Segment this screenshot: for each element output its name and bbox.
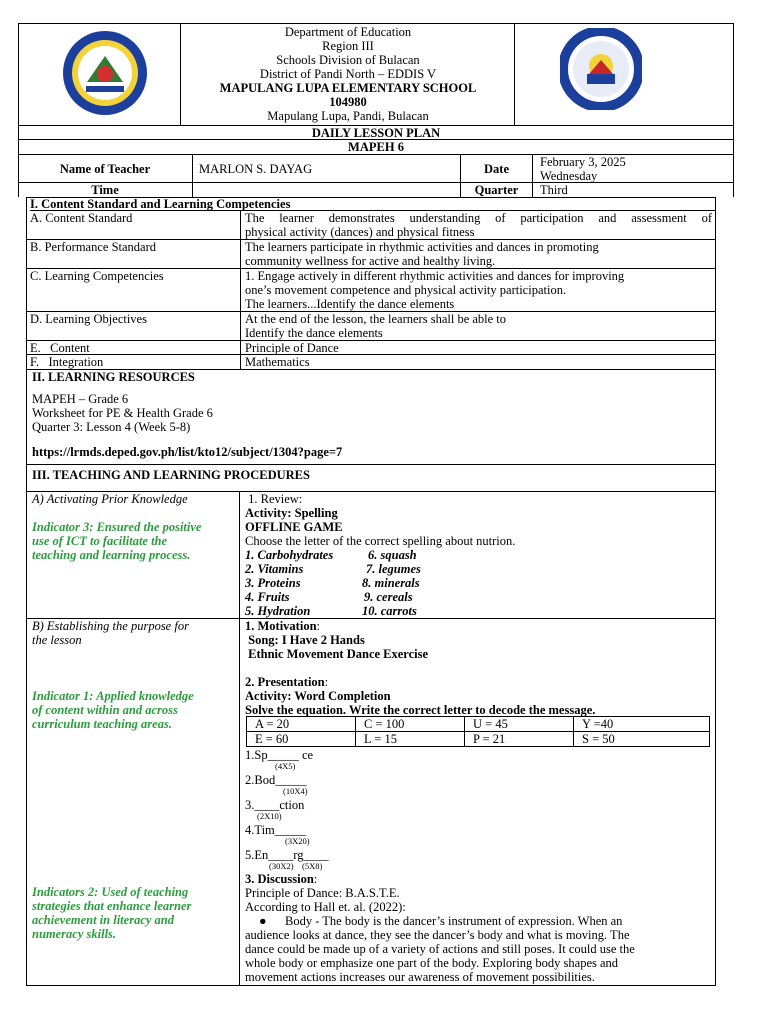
lo-line-2: Identify the dance elements	[245, 326, 383, 340]
spelling-item-4: 4. Fruits	[245, 590, 290, 604]
body-line-1: Body - The body is the dancer’s instrument of expression. When an	[285, 914, 623, 928]
code-cell: P = 21	[465, 732, 574, 747]
spelling-list-left	[245, 548, 365, 618]
offline-game: OFFLINE GAME	[245, 520, 343, 534]
body-line-5: movement actions increases our awareness of movement possibilities.	[245, 970, 595, 984]
indicator2-line-2: strategies that enhance learner	[32, 899, 192, 913]
content-value-cell: Principle of Dance	[241, 341, 716, 355]
resource-item-3: Quarter 3: Lesson 4 (Week 5-8)	[32, 420, 191, 434]
resource-item-2: Worksheet for PE & Health Grade 6	[32, 406, 213, 420]
body-line-2: audience looks at dance, they see the dancer’s body and what is moving. The	[245, 928, 630, 942]
cs-label-cell: A. Content Standard	[26, 211, 241, 240]
resources-list	[32, 392, 712, 434]
puzzle-item	[245, 798, 445, 821]
song-title: Song: I Have 2 Hands	[245, 633, 365, 647]
school-address: Mapulang Lupa, Pandi, Bulacan	[267, 109, 429, 123]
motivation-block: 1. Motivation: Song: I Have 2 Hands Ethnic Movement Dance Exercise	[245, 619, 713, 661]
date-value	[540, 155, 730, 183]
review-label: 1. Review:	[245, 492, 303, 506]
spelling-item-9: 9. cereals	[364, 590, 413, 604]
activating-prior-knowledge-label: A) Activating Prior Knowledge	[32, 492, 188, 506]
code-row	[247, 732, 710, 747]
integration-value-cell: Mathematics	[245, 355, 310, 369]
lc-label-cell: C. Learning Competencies	[26, 269, 241, 312]
indicator2-line-3: achievement in literacy and	[32, 913, 174, 927]
plan-title: DAILY LESSON PLAN	[18, 126, 734, 140]
code-cell: Y =40	[574, 717, 710, 732]
puzzle-word: 3.____ction	[245, 798, 305, 812]
lc-line-3: The learners...Identify the dance elements	[245, 297, 455, 311]
ps-line-2: community wellness for active and healthy living.	[245, 254, 496, 268]
review-block	[245, 492, 713, 548]
puzzle-hint: (4X5)	[275, 761, 296, 771]
spelling-item-8: 8. minerals	[362, 576, 420, 590]
spelling-item-5: 5. Hydration	[245, 604, 311, 618]
ps-content-cell	[241, 240, 716, 269]
puzzle-hint: (2X10)	[257, 811, 282, 821]
plan-subject: MAPEH 6	[18, 140, 734, 155]
school-seal-logo	[62, 30, 148, 116]
principle-of-dance: Principle of Dance: B.A.S.T.E.	[245, 886, 400, 900]
puzzle-hint: (3X20)	[285, 836, 310, 846]
header-line-3: Schools Division of Bulacan	[276, 53, 420, 67]
puzzle-item	[245, 848, 445, 871]
solve-instruction: Solve the equation. Write the correct letter to decode the message.	[245, 703, 596, 717]
spelling-item-3: 3. Proteins	[245, 576, 301, 590]
spelling-item-1: 1. Carbohydrates	[245, 548, 334, 562]
code-cell: A = 20	[247, 717, 356, 732]
header-right-cell	[514, 23, 515, 126]
puzzle-word: 4.Tim_____	[245, 823, 307, 837]
body-line-4: whole body or emphasize one part of the body. Exploring body shapes and	[245, 956, 619, 970]
day-text: Wednesday	[540, 169, 598, 183]
indicator2-line-1: Indicators 2: Used of teaching	[32, 885, 189, 899]
puzzle-word: 1.Sp_____ ce	[245, 748, 314, 762]
code-row	[247, 717, 710, 732]
quarter-value: Third	[540, 183, 568, 197]
establishing-purpose-label	[32, 619, 237, 647]
code-cell: S = 50	[574, 732, 710, 747]
discussion-label: 3. Discussion	[245, 872, 314, 886]
code-cell: C = 100	[356, 717, 465, 732]
presentation-block: 2. Presentation: Activity: Word Completion Solve the equation. Write the correct letter to decode the message.	[245, 675, 713, 717]
puzzle-hint: (30X2) (5X8)	[269, 861, 323, 871]
cs-content-cell	[241, 211, 716, 240]
puzzle-item	[245, 773, 445, 796]
word-puzzles	[245, 748, 445, 871]
date-text: February 3, 2025	[540, 155, 626, 169]
letter-code-table	[246, 716, 710, 747]
resource-link[interactable]: https://lrmds.deped.gov.ph/list/kto12/subject/1304?page=7	[32, 445, 343, 459]
body-line-3: dance could be made up of a variety of actions and still poses. It could use the	[245, 942, 635, 956]
puzzle-word: 5.En____rg____	[245, 848, 329, 862]
header-line-4: District of Pandi North – EDDIS V	[259, 67, 437, 81]
code-cell: U = 45	[465, 717, 574, 732]
teacher-label: Name of Teacher	[18, 155, 193, 183]
indicator1-line-1: Indicator 1: Applied knowledge	[32, 689, 194, 703]
according-citation: According to Hall et. al. (2022):	[245, 900, 406, 914]
cs-line-2: physical activity (dances) and physical fitness	[245, 225, 475, 239]
indicator-2-note	[32, 885, 237, 941]
puzzle-hint: (10X4)	[283, 786, 308, 796]
lc-line-1: 1. Engage actively in different rhythmic activities and dances for improving	[245, 269, 625, 283]
indicator1-line-2: of content within and across	[32, 703, 178, 717]
school-id: 104980	[329, 95, 367, 109]
bullet-icon: ●	[259, 914, 267, 928]
indicator-3-note	[32, 520, 237, 562]
section2-heading: II. LEARNING RESOURCES	[32, 370, 195, 384]
indicator1-line-3: curriculum teaching areas.	[32, 717, 172, 731]
spelling-list-right	[362, 548, 482, 618]
body-description	[245, 914, 713, 984]
header-text	[182, 25, 514, 123]
content-label-cell: E. Content	[26, 341, 241, 355]
section3-heading: III. TEACHING AND LEARNING PROCEDURES	[32, 468, 310, 482]
section1-heading: I. Content Standard and Learning Competencies	[30, 197, 716, 211]
lo-content-cell	[241, 312, 716, 341]
puzzle-word: 2.Bod_____	[245, 773, 307, 787]
header-line-1: Department of Education	[284, 25, 412, 39]
lc-content-cell	[241, 269, 716, 312]
spelling-instruction: Choose the letter of the correct spelling about nutrion.	[245, 534, 516, 548]
time-value	[193, 183, 461, 197]
integration-label-cell: F. Integration	[26, 355, 241, 370]
spelling-item-2: 2. Vitamins	[245, 562, 304, 576]
code-cell: L = 15	[356, 732, 465, 747]
activity-word-completion: Activity: Word Completion	[245, 689, 391, 703]
date-label: Date	[461, 155, 533, 183]
spelling-item-10: 10. carrots	[362, 604, 417, 618]
b-label-line-2: the lesson	[32, 633, 82, 647]
teacher-value: MARLON S. DAYAG	[193, 155, 461, 183]
lo-line-1: At the end of the lesson, the learners shall be able to	[245, 312, 507, 326]
resource-item-1: MAPEH – Grade 6	[32, 392, 129, 406]
spelling-item-6: 6. squash	[368, 548, 417, 562]
lc-line-2: one’s movement competence and physical activity participation.	[245, 283, 567, 297]
ethnic-exercise: Ethnic Movement Dance Exercise	[245, 647, 429, 661]
b-label-line-1: B) Establishing the purpose for	[32, 619, 189, 633]
indicator3-line-3: teaching and learning process.	[32, 548, 191, 562]
motivation-label: 1. Motivation	[245, 619, 317, 633]
spelling-item-7: 7. legumes	[366, 562, 421, 576]
code-cell: E = 60	[247, 732, 356, 747]
indicator3-line-1: Indicator 3: Ensured the positive	[32, 520, 202, 534]
deped-seal-logo	[560, 28, 642, 110]
indicator-1-note	[32, 689, 237, 731]
puzzle-item	[245, 748, 445, 771]
cs-line-1: The learner demonstrates understanding of participation and assessment of	[245, 211, 712, 225]
activity-spelling: Activity: Spelling	[245, 506, 338, 520]
header-line-2: Region III	[322, 39, 374, 53]
lo-label-cell: D. Learning Objectives	[26, 312, 241, 341]
presentation-label: 2. Presentation	[245, 675, 325, 689]
time-label: Time	[18, 183, 193, 197]
ps-line-1: The learners participate in rhythmic activities and dances in promoting	[245, 240, 599, 254]
indicator3-line-2: use of ICT to facilitate the	[32, 534, 168, 548]
discussion-block: 3. Discussion: Principle of Dance: B.A.S.T.E. According to Hall et. al. (2022):	[245, 872, 713, 914]
ps-label-cell: B. Performance Standard	[26, 240, 241, 269]
quarter-label: Quarter	[461, 183, 533, 197]
puzzle-item	[245, 823, 445, 846]
indicator2-line-4: numeracy skills.	[32, 927, 117, 941]
school-name: MAPULANG LUPA ELEMENTARY SCHOOL	[219, 81, 477, 95]
